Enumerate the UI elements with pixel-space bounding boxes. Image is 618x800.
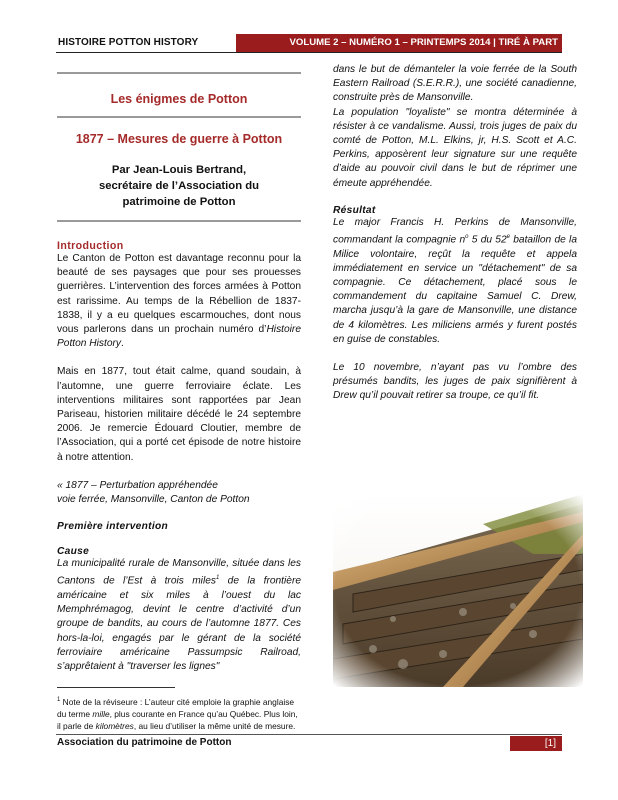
intro-quote: « 1877 – Perturbation appréhendée voie ferrée, Mansonville, Canton de Potton [57,479,250,506]
result-paragraph: Le major Francis H. Perkins de Mansonville, commandant la compagnie $n^o$ 5 du 52e bataillon de la Milice volontaire, reçût la requête et appela immédiatement en service un "détachement" de sa compagnie. Ce détachement, placé sous le commandement du capitaine Samuel C. Drew, marcha jusqu’à la gare de Mansonville, une distance de 4 kilomètres. Les miliciens armés y furent postés en guise de constables. [333,216,577,345]
population-paragraph: La population "loyaliste" se montra déterminée à résister à ce vandalisme. Aussi, trois juges de paix du comté de Potton, M.L. Elkins, jr, H.S. Scott et A.C. Perkins, apposèrent leur signature sur une requête d’aide au pouvoir civil dans le but de réprimer une émeute appréhendée. [333,106,577,189]
byline-author: Par Jean-Louis Bertrand, [111,164,247,176]
series-title: Les énigmes de Potton [110,92,248,106]
intro-heading: Introduction [57,240,124,252]
intro-paragraph-2: Mais en 1877, tout était calme, quand soudain, à l’automne, une guerre ferroviaire éclate. Les interventions militaires sont rapportées par Jean Pariseau, historien militaire décédé le 24 septembre 2006. Je remercie Édouard Cloutier, membre de l’Association, qui a porté cet épisode de notre histoire à notre attention. [57,366,301,463]
byline-role: secrétaire de l’Association du [98,180,260,192]
title-rule-top [57,72,301,74]
footnote: $^1$ Note de la réviseure : L’auteur cité emploie la graphie anglaise du terme mille, plus courante en France qu’au Québec. Plus loin, il parle de kilomètres, au lieu d’utiliser la même unité de mesure. [57,697,298,732]
footer-divider [56,734,562,735]
byline-org: patrimoine de Potton [122,196,236,208]
result-paragraph-2: Le 10 novembre, n’ayant pas vu l’ombre des présumés bandits, les juges de paix signifièrent à Drew qu’il pouvait retirer sa troupe, ce qu’il fit. [333,362,577,402]
page-number: [1] [510,736,562,751]
intro-paragraph-1: Le Canton de Potton est davantage reconnu pour la beauté de ses paysages que pour ses prouesses guerrières. L’intervention des forces armées à Potton est rarissime. Au temps de la Rébellion de 1837-1838, il y a eu quelques escarmouches, dont nous vous parlerons dans un prochain numéro d’Histoire Potton History. [57,253,301,350]
page-footer [56,736,562,751]
footnote-divider [57,687,175,688]
cause-continued: dans le but de démanteler la voie ferrée de la South Eastern Railroad (S.E.R.R.), une société canadienne, construite près de Mansonville. [333,64,577,104]
page-header [56,34,562,52]
footer-organization: Association du patrimoine de Potton [57,737,232,748]
right-column [333,63,577,404]
result-heading: Résultat [333,204,376,216]
first-intervention-heading: Première intervention [57,521,169,533]
cause-paragraph: La municipalité rurale de Mansonville, située dans les Cantons de l’Est à trois miles$^1$ de la frontière américaine et six miles à l’ouest du lac Memphrémagog, devint le centre d’activité d’un groupe de bandits, au cours de l’automne 1877. Ces hors-la-loi, engagés par le gérant de la société ferroviaire américaine Passumpsic Railroad, s’apprêtaient à "traverser les lignes" [57,558,302,673]
left-column [57,60,301,733]
title-rule-middle [57,116,301,118]
byline [57,162,301,210]
issue-banner: VOLUME 2 – NUMÉRO 1 – PRINTEMPS 2014 | TIRÉ À PART [236,34,562,52]
cause-heading: Cause [57,546,90,558]
header-divider [56,52,562,53]
article-title: 1877 – Mesures de guerre à Potton [75,132,283,146]
publication-name: HISTOIRE POTTON HISTORY [58,37,199,48]
railway-photo [333,494,583,687]
